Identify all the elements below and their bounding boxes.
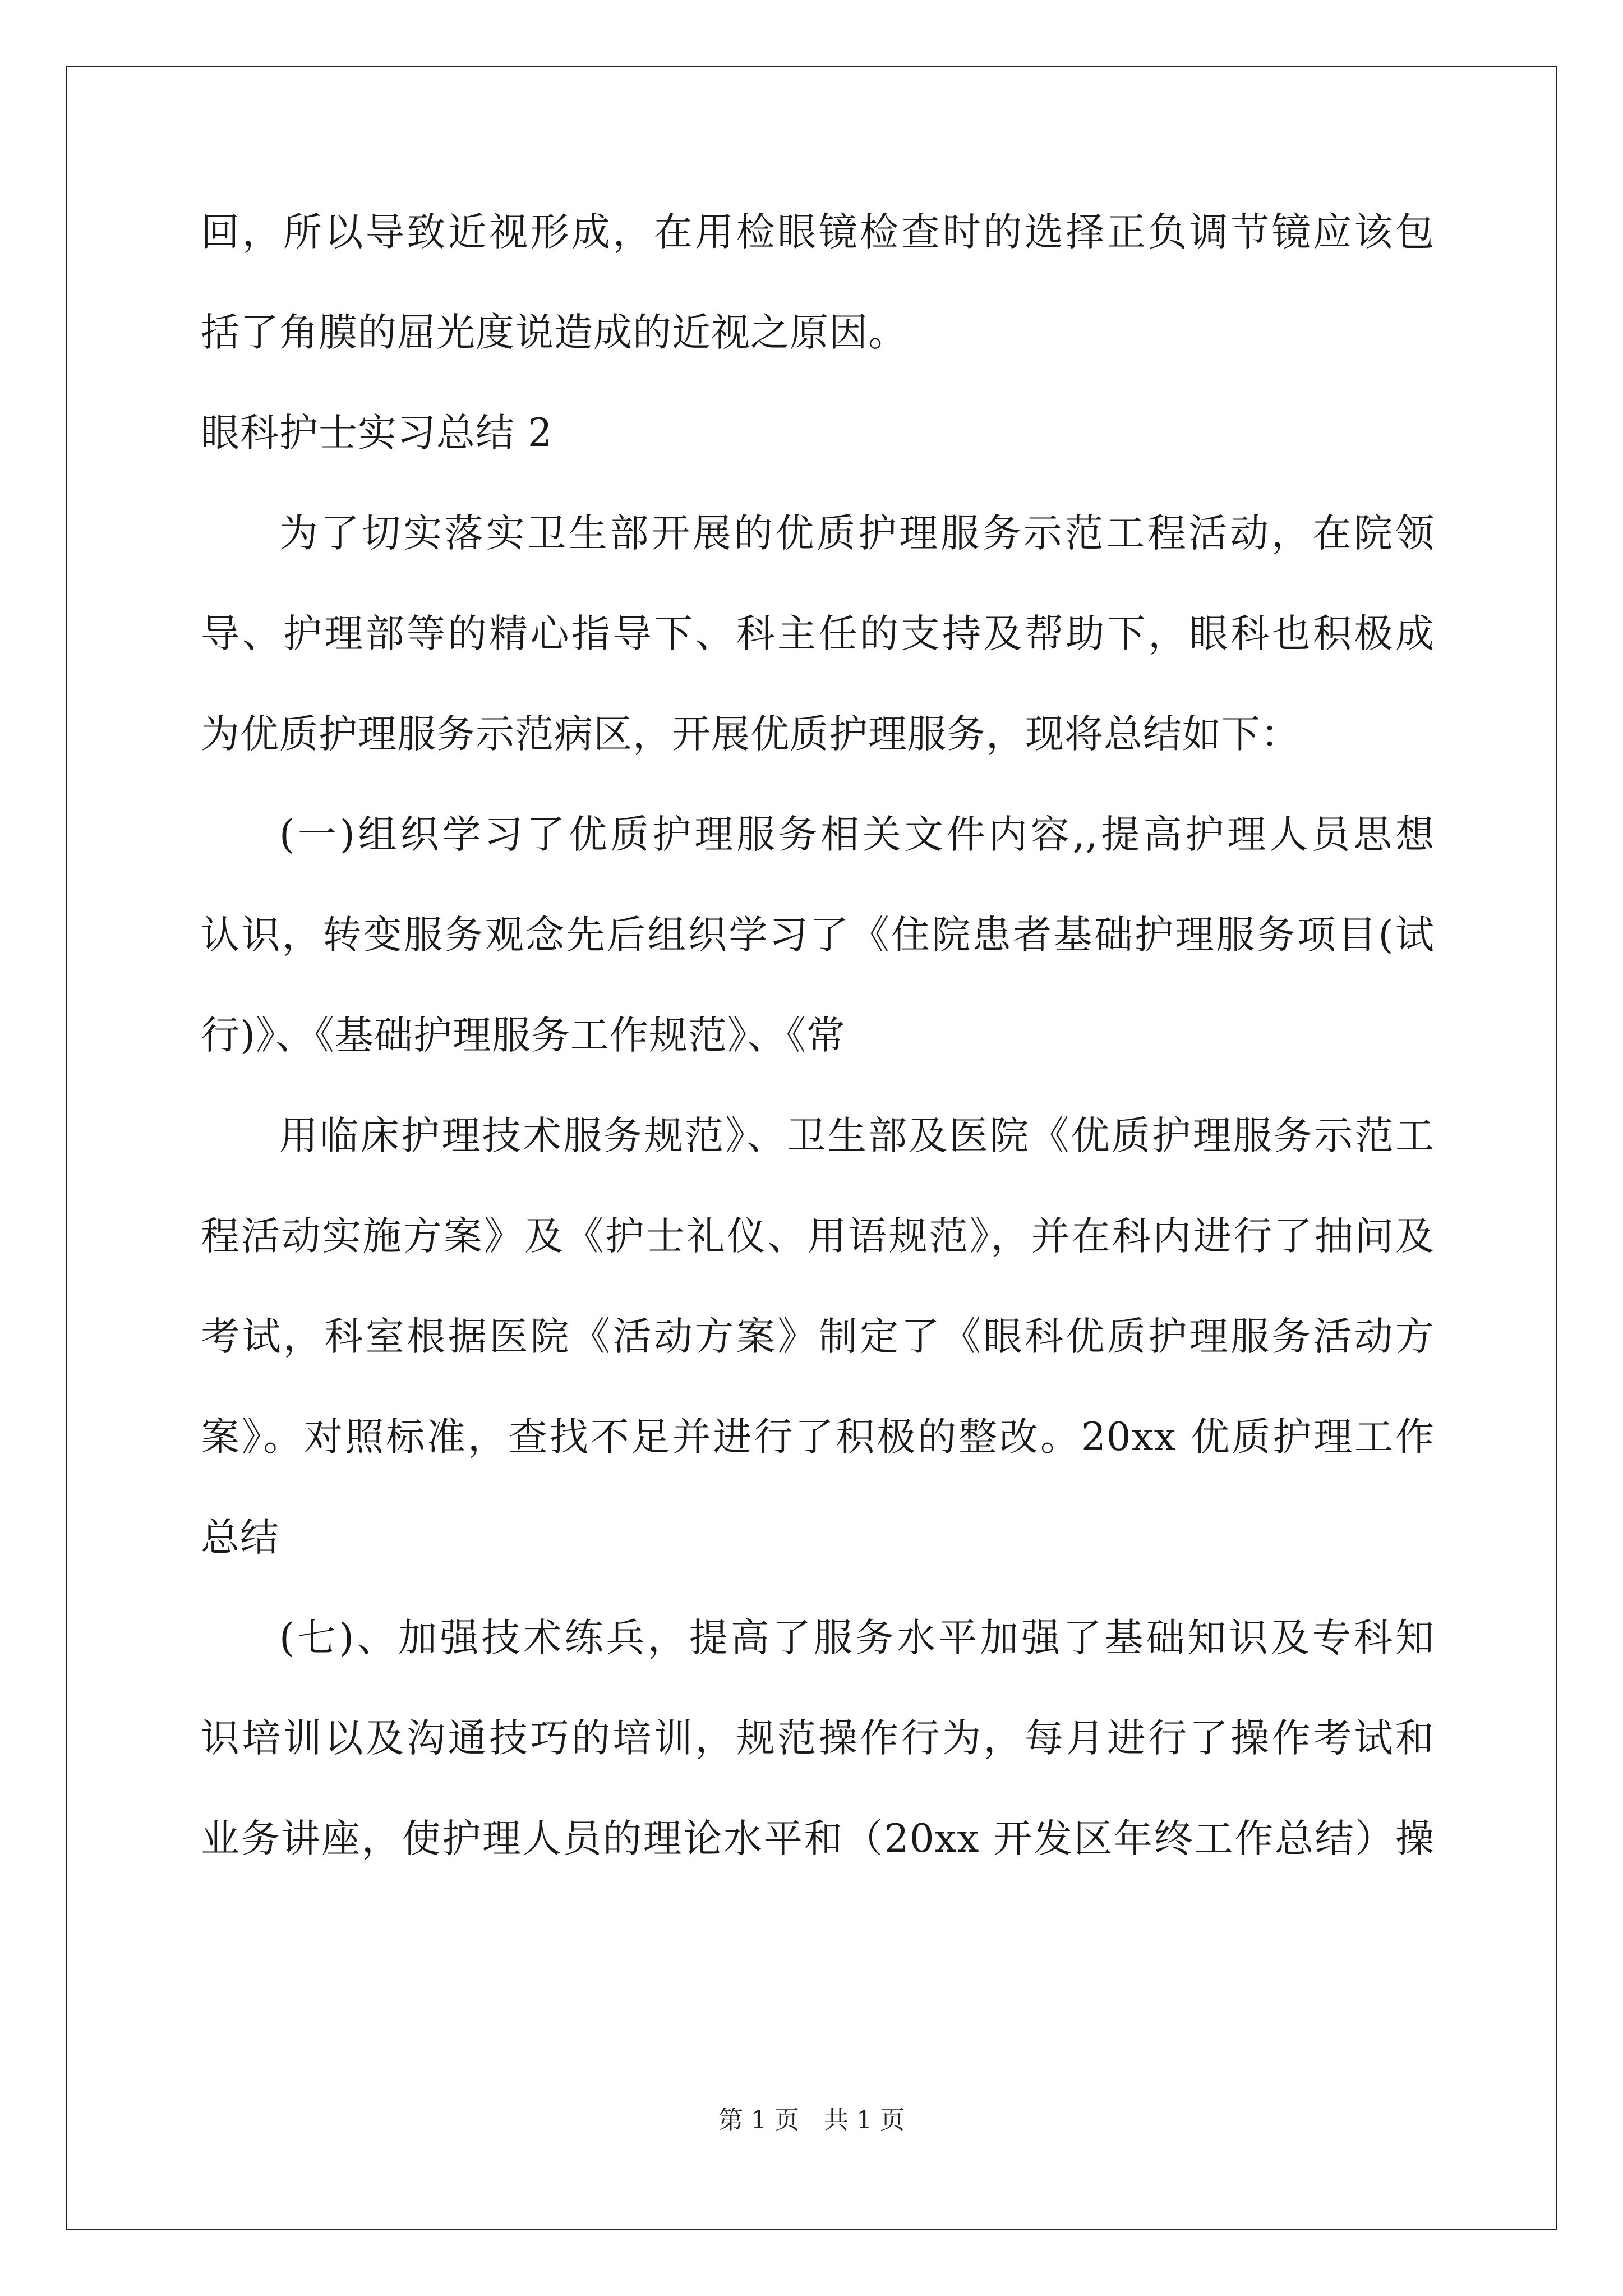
body-line-14: 总结 bbox=[201, 1515, 279, 1560]
body-line-11: 程活动实施方案》及《护士礼仪、用语规范》，并在科内进行了抽问及 bbox=[201, 1214, 1435, 1259]
body-line-2: 括了角膜的屈光度说造成的近视之原因。 bbox=[201, 310, 907, 355]
body-line-16: 识培训以及沟通技巧的培训，规范操作行为，每月进行了操作考试和 bbox=[201, 1716, 1435, 1761]
body-line-8: 认识，转变服务观念先后组织学习了《住院患者基础护理服务项目(试 bbox=[201, 913, 1435, 958]
body-line-13: 案》。对照标准，查找不足并进行了积极的整改。20xx 优质护理工作 bbox=[201, 1415, 1435, 1460]
section-heading: 眼科护士实习总结 2 bbox=[201, 411, 553, 455]
body-line-5: 导、护理部等的精心指导下、科主任的支持及帮助下，眼科也积极成 bbox=[201, 611, 1435, 656]
body-line-4: 为了切实落实卫生部开展的优质护理服务示范工程活动，在院领 bbox=[279, 511, 1435, 556]
body-line-17: 业务讲座，使护理人员的理论水平和（20xx 开发区年终工作总结）操 bbox=[201, 1816, 1435, 1861]
body-line-6: 为优质护理服务示范病区，开展优质护理服务，现将总结如下： bbox=[201, 712, 1300, 757]
body-line-9: 行)》、《基础护理服务工作规范》、《常 bbox=[201, 1013, 846, 1058]
page-number-footer: 第 1 页 共 1 页 bbox=[718, 2106, 905, 2134]
body-line-1: 回，所以导致近视形成，在用检眼镜检查时的选择正负调节镜应该包 bbox=[201, 210, 1435, 255]
body-line-10: 用临床护理技术服务规范》、卫生部及医院《优质护理服务示范工 bbox=[279, 1114, 1435, 1158]
body-line-12: 考试，科室根据医院《活动方案》制定了《眼科优质护理服务活动方 bbox=[201, 1314, 1435, 1359]
body-line-7: (一)组织学习了优质护理服务相关文件内容,,提高护理人员思想 bbox=[279, 812, 1435, 857]
body-line-15: (七)、加强技术练兵，提高了服务水平加强了基础知识及专科知 bbox=[279, 1616, 1435, 1660]
